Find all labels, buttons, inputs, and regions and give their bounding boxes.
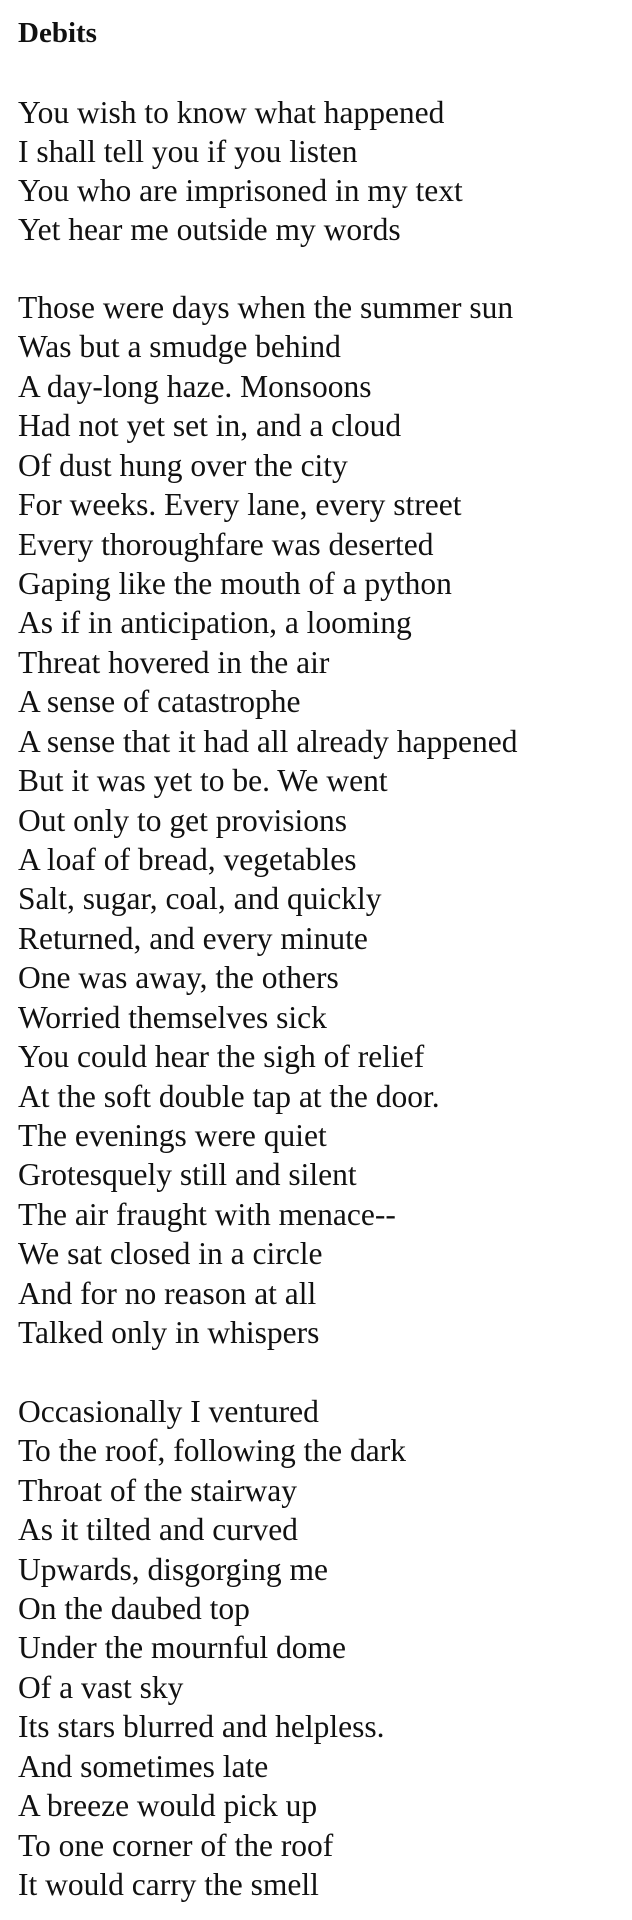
poem-line: Was but a smudge behind xyxy=(18,329,341,364)
poem-line: Those were days when the summer sun xyxy=(18,290,514,325)
poem-line: On the daubed top xyxy=(18,1591,250,1626)
poem-line: The evenings were quiet xyxy=(18,1118,327,1153)
poem-line: As if in anticipation, a looming xyxy=(18,605,412,640)
poem-title: Debits xyxy=(18,17,97,49)
poem-line: You wish to know what happened xyxy=(18,95,445,130)
poem-line: Grotesquely still and silent xyxy=(18,1157,357,1192)
poem-line: I shall tell you if you listen xyxy=(18,134,358,169)
poem-line: But it was yet to be. We went xyxy=(18,763,388,798)
poem-line: Threat hovered in the air xyxy=(18,645,330,680)
poem-line: Of a vast sky xyxy=(18,1670,184,1705)
poem-line: Had not yet set in, and a cloud xyxy=(18,408,402,443)
poem-line: And sometimes late xyxy=(18,1749,269,1784)
poem-line: You who are imprisoned in my text xyxy=(18,173,463,208)
poem-line: One was away, the others xyxy=(18,960,339,995)
poem-line: Yet hear me outside my words xyxy=(18,212,401,247)
poem-line: You could hear the sigh of relief xyxy=(18,1039,425,1074)
poem-line: Upwards, disgorging me xyxy=(18,1552,329,1587)
poem-line: The air fraught with menace-- xyxy=(18,1197,396,1232)
poem-line: To the roof, following the dark xyxy=(18,1433,406,1468)
poem-line: Occasionally I ventured xyxy=(18,1394,319,1429)
poem-line: As it tilted and curved xyxy=(18,1512,298,1547)
poem-line: Returned, and every minute xyxy=(18,921,368,956)
poem-line: It would carry the smell xyxy=(18,1867,319,1902)
poem-line: For weeks. Every lane, every street xyxy=(18,487,462,522)
poem-line: To one corner of the roof xyxy=(18,1828,334,1863)
poem-line: And for no reason at all xyxy=(18,1276,317,1311)
poem-line: Out only to get provisions xyxy=(18,803,347,838)
poem-line: A sense of catastrophe xyxy=(18,684,301,719)
poem-line: Gaping like the mouth of a python xyxy=(18,566,452,601)
poem-line: Talked only in whispers xyxy=(18,1315,320,1350)
poem-line: Throat of the stairway xyxy=(18,1473,298,1508)
poem-line: At the soft double tap at the door. xyxy=(18,1079,440,1114)
poem-line: Of dust hung over the city xyxy=(18,448,348,483)
poem-line: Worried themselves sick xyxy=(18,1000,327,1035)
poem-line: We sat closed in a circle xyxy=(18,1236,323,1271)
poem-line: Every thoroughfare was deserted xyxy=(18,527,434,562)
poem-line: A loaf of bread, vegetables xyxy=(18,842,357,877)
poem-line: A day-long haze. Monsoons xyxy=(18,369,372,404)
poem-line: A breeze would pick up xyxy=(18,1788,318,1823)
poem-line: A sense that it had all already happened xyxy=(18,724,518,759)
poem-line: Its stars blurred and helpless. xyxy=(18,1709,385,1744)
poem-line: Under the mournful dome xyxy=(18,1630,347,1665)
poem-line: Salt, sugar, coal, and quickly xyxy=(18,881,382,916)
